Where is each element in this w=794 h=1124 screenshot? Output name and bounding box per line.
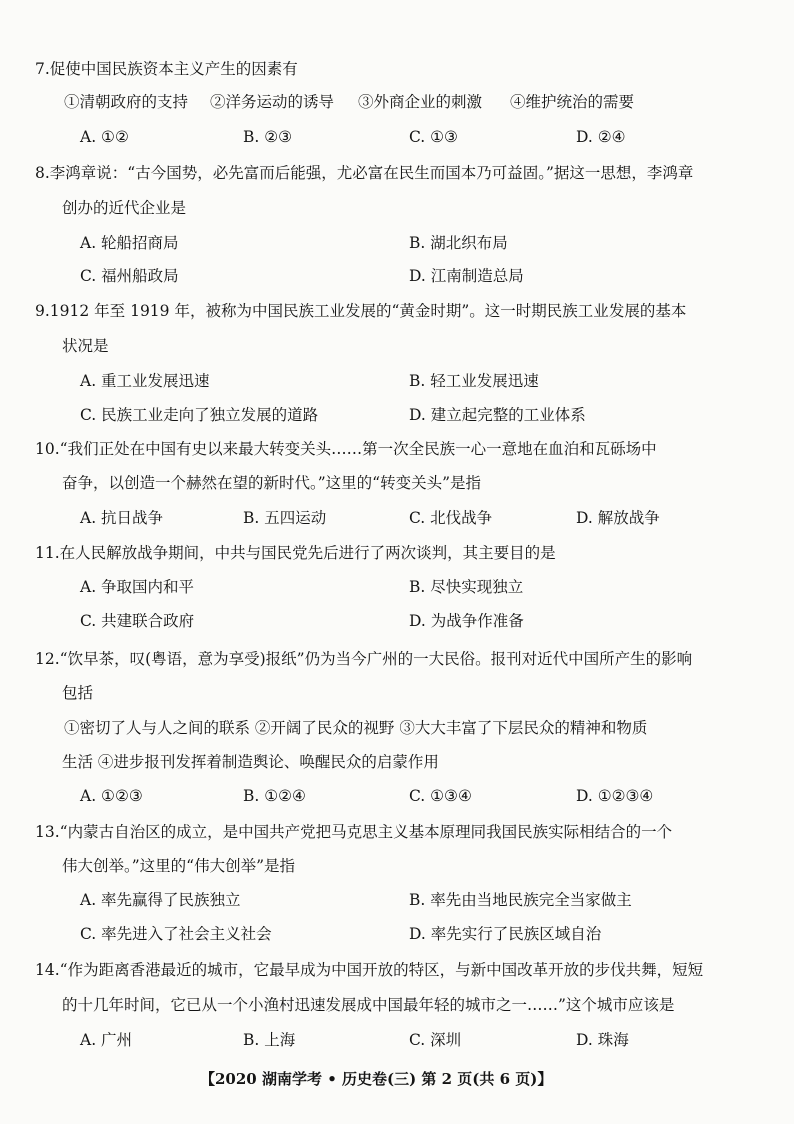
option-b: B. 尽快实现独立	[409, 578, 524, 596]
question-12-stem	[0, 648, 794, 670]
option-b: B. ①②④	[243, 787, 306, 805]
option-d: D. 珠海	[576, 1031, 629, 1049]
stem-line: 的十几年时间，它已从一个小渔村迅速发展成中国最年轻的城市之一……”这个城市应该是	[62, 996, 675, 1014]
question-9-options-row2	[0, 404, 794, 426]
stem-line: 14.“作为距离香港最近的城市，它最早成为中国开放的特区，与新中国改革开放的步伐共舞，短短	[35, 961, 704, 979]
stem-line: 创办的近代企业是	[62, 199, 187, 217]
stem-line: 伟大创举。”这里的“伟大创举”是指	[62, 857, 296, 875]
option-d: D. 解放战争	[576, 509, 660, 527]
option-c: C. 率先进入了社会主义社会	[80, 925, 272, 943]
option-a: A. 重工业发展迅速	[80, 372, 210, 390]
question-7-options	[0, 126, 794, 148]
question-10-stem	[0, 438, 794, 460]
question-14-stem	[0, 959, 794, 981]
option-b: B. 五四运动	[243, 509, 327, 527]
option-a: A. ①②	[80, 128, 129, 146]
option-b: B. 上海	[243, 1031, 296, 1049]
option-b: B. ②③	[243, 128, 293, 146]
stem-line: 12.“饮早茶，叹(粤语，意为享受)报纸”仍为当今广州的一大民俗。报刊对近代中国所产生的影响	[35, 650, 693, 668]
option-c: C. 深圳	[409, 1031, 462, 1049]
option-a: A. 轮船招商局	[80, 234, 179, 252]
stem-line: 7.促使中国民族资本主义产生的因素有	[35, 60, 298, 78]
option-d: D. 率先实行了民族区域自治	[409, 925, 602, 943]
page-footer	[0, 1068, 794, 1090]
question-13-options-row2	[0, 923, 794, 945]
question-9-options-row1	[0, 370, 794, 392]
question-7-items	[0, 91, 794, 113]
option-c: C. 民族工业走向了独立发展的道路	[80, 406, 319, 424]
items-line: ①密切了人与人之间的联系 ②开阔了民众的视野 ③大大丰富了下层民众的精神和物质	[64, 719, 648, 737]
items-line: 生活 ④进步报刊发挥着制造舆论、唤醒民众的启蒙作用	[62, 753, 439, 771]
question-13-stem	[0, 821, 794, 843]
option-d: D. 江南制造总局	[409, 267, 524, 285]
question-13-options-row1	[0, 889, 794, 911]
question-11-options-row2	[0, 610, 794, 632]
question-12-options	[0, 785, 794, 807]
question-13-stem-cont	[0, 855, 794, 877]
question-11-stem	[0, 542, 794, 564]
stem-line: 包括	[62, 684, 94, 702]
question-12-stem-cont	[0, 682, 794, 704]
stem-line: 10.“我们正处在中国有史以来最大转变关头……第一次全民族一心一意地在血泊和瓦砾场中	[35, 440, 657, 458]
footer-text: 【2020 湖南学考 • 历史卷(三) 第 2 页(共 6 页)】	[200, 1070, 553, 1088]
item-1: ①清朝政府的支持	[64, 93, 189, 111]
option-c: C. 福州船政局	[80, 267, 179, 285]
option-c: C. ①③④	[409, 787, 472, 805]
question-14-options	[0, 1029, 794, 1051]
option-a: A. 抗日战争	[80, 509, 164, 527]
question-9-stem-cont	[0, 335, 794, 357]
stem-line: 8.李鸿章说：“古今国势，必先富而后能强，尤必富在民生而国本乃可益固。”据这一思想，李鸿章	[35, 164, 694, 182]
option-b: B. 轻工业发展迅速	[409, 372, 539, 390]
item-3: ③外商企业的刺激	[358, 93, 483, 111]
question-9-stem	[0, 300, 794, 322]
question-12-items	[0, 717, 794, 739]
question-8-options-row2	[0, 265, 794, 287]
item-4: ④维护统治的需要	[510, 93, 635, 111]
stem-line: 9.1912 年至 1919 年，被称为中国民族工业发展的“黄金时期”。这一时期民族工业发展的基本	[35, 302, 687, 320]
option-b: B. 湖北织布局	[409, 234, 508, 252]
stem-line: 奋争，以创造一个赫然在望的新时代。”这里的“转变关头”是指	[62, 474, 482, 492]
option-a: A. ①②③	[80, 787, 143, 805]
question-8-options-row1	[0, 232, 794, 254]
option-d: D. 建立起完整的工业体系	[409, 406, 586, 424]
question-10-stem-cont	[0, 472, 794, 494]
option-a: A. 广州	[80, 1031, 133, 1049]
option-c: C. ①③	[409, 128, 458, 146]
question-7-stem	[0, 58, 794, 80]
item-2: ②洋务运动的诱导	[210, 93, 335, 111]
option-c: C. 北伐战争	[409, 509, 493, 527]
option-b: B. 率先由当地民族完全当家做主	[409, 891, 632, 909]
question-14-stem-cont	[0, 994, 794, 1016]
option-d: D. ①②③④	[576, 787, 654, 805]
option-c: C. 共建联合政府	[80, 612, 195, 630]
option-d: D. ②④	[576, 128, 626, 146]
stem-line: 状况是	[62, 337, 109, 355]
option-d: D. 为战争作准备	[409, 612, 524, 630]
stem-line: 11.在人民解放战争期间，中共与国民党先后进行了两次谈判，其主要目的是	[35, 544, 556, 562]
stem-line: 13.“内蒙古自治区的成立，是中国共产党把马克思主义基本原理同我国民族实际相结合的一个	[35, 823, 673, 841]
option-a: A. 率先赢得了民族独立	[80, 891, 241, 909]
question-8-stem	[0, 162, 794, 184]
option-a: A. 争取国内和平	[80, 578, 195, 596]
question-10-options	[0, 507, 794, 529]
question-12-items-cont	[0, 751, 794, 773]
question-8-stem-cont	[0, 197, 794, 219]
question-11-options-row1	[0, 576, 794, 598]
